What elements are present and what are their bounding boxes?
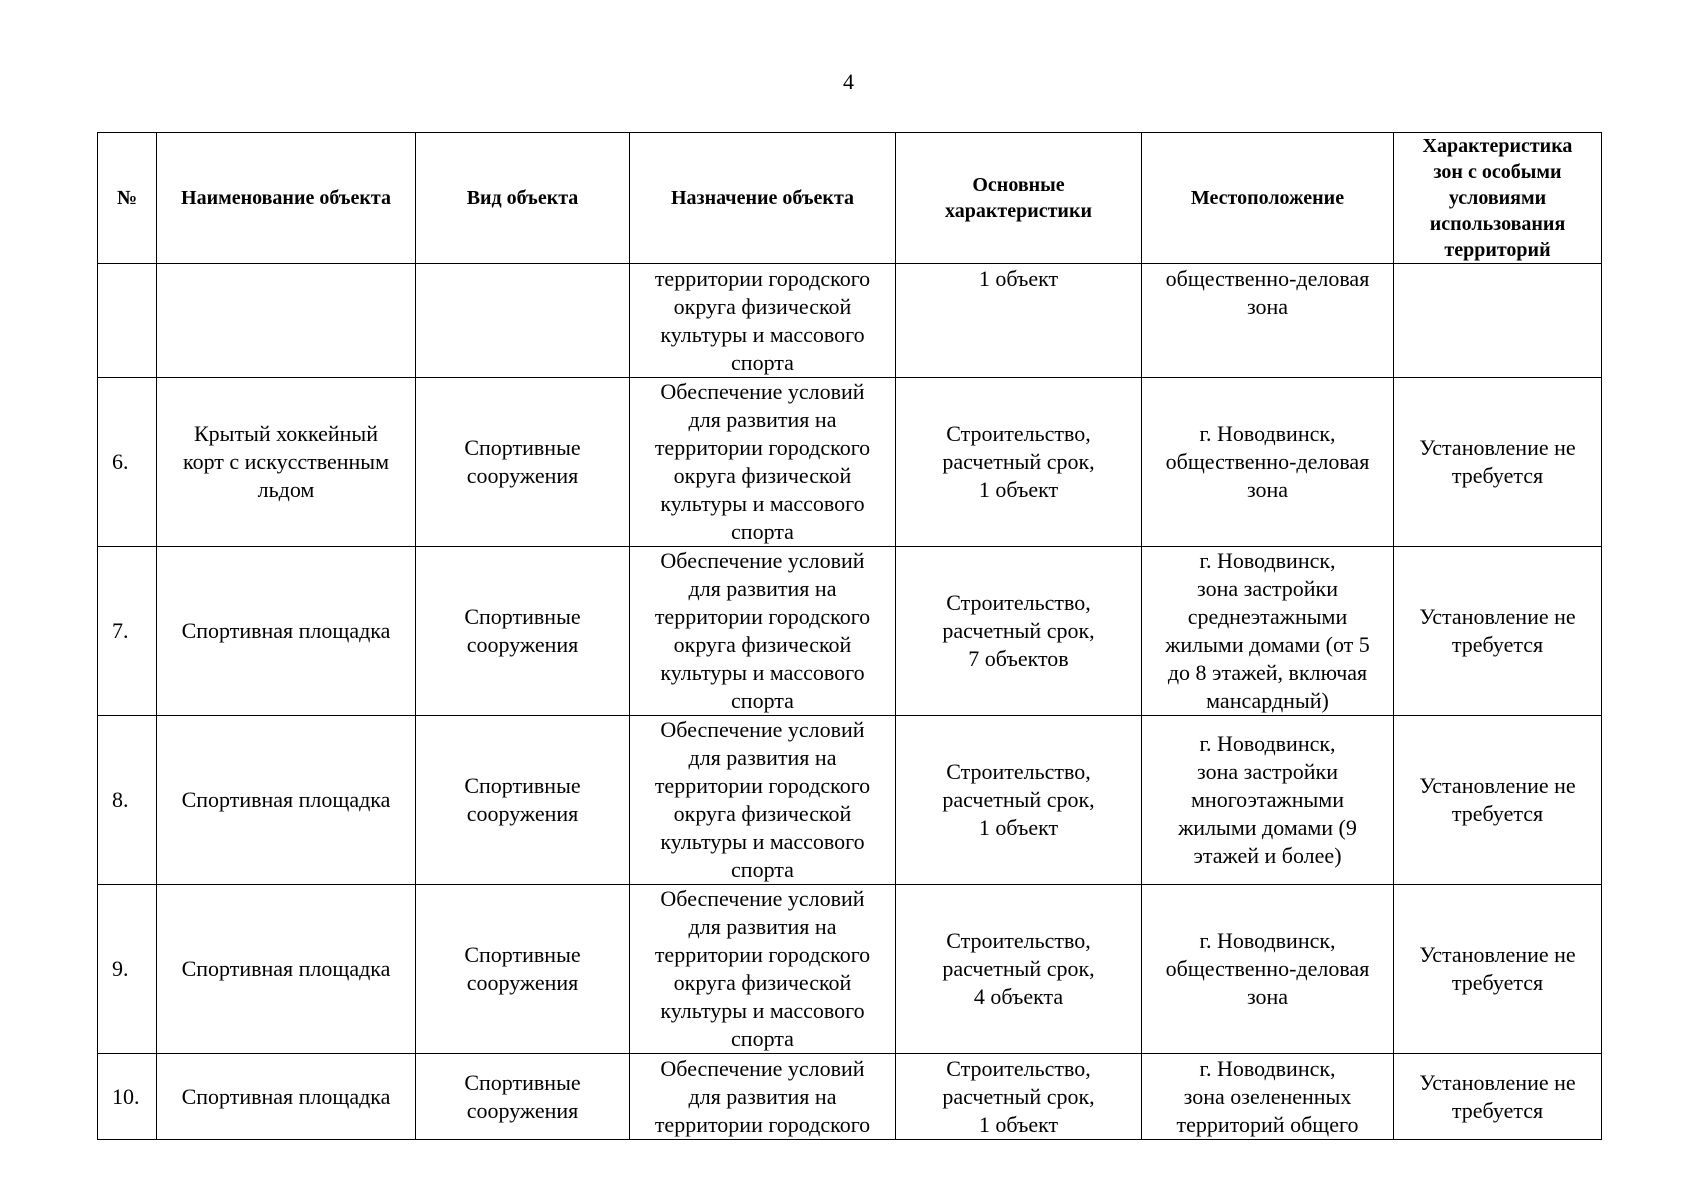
cell-characteristics: Строительство, расчетный срок, 4 объекта: [896, 885, 1142, 1054]
cell-num: 6.: [98, 378, 157, 547]
cell-purpose: Обеспечение условий для развития на территории городского округа физической культуры и массового спорта: [630, 716, 896, 885]
table-body: [98, 264, 1602, 1140]
cell-kind: [416, 264, 630, 378]
cell-zones: Установление не требуется: [1394, 547, 1602, 716]
cell-zones: Установление не требуется: [1394, 885, 1602, 1054]
header-num: №: [98, 133, 157, 264]
header-zones: Характеристика зон с особыми условиями использования территорий: [1394, 133, 1602, 264]
header-name: Наименование объекта: [157, 133, 416, 264]
cell-zones: [1394, 264, 1602, 378]
cell-characteristics: Строительство, расчетный срок, 1 объект: [896, 378, 1142, 547]
cell-kind: Спортивные сооружения: [416, 716, 630, 885]
cell-kind: Спортивные сооружения: [416, 885, 630, 1054]
cell-purpose: Обеспечение условий для развития на территории городского округа физической культуры и массового спорта: [630, 547, 896, 716]
cell-num: 10.: [98, 1054, 157, 1140]
cell-kind: Спортивные сооружения: [416, 378, 630, 547]
page-number: 4: [843, 69, 854, 94]
cell-num: [98, 264, 157, 378]
cell-location: г. Новодвинск, зона застройки многоэтажными жилыми домами (9 этажей и более): [1142, 716, 1394, 885]
cell-purpose: Обеспечение условий для развития на территории городского округа физической культуры и массового спорта: [630, 885, 896, 1054]
table-row: [98, 264, 1602, 378]
cell-name: Спортивная площадка: [157, 885, 416, 1054]
cell-num: 8.: [98, 716, 157, 885]
cell-num: 7.: [98, 547, 157, 716]
header-row: [98, 133, 1602, 264]
cell-kind: Спортивные сооружения: [416, 547, 630, 716]
table-row: [98, 1054, 1602, 1140]
cell-location: г. Новодвинск, общественно-деловая зона: [1142, 378, 1394, 547]
cell-num: 9.: [98, 885, 157, 1054]
cell-name: Спортивная площадка: [157, 547, 416, 716]
header-location: Местоположение: [1142, 133, 1394, 264]
cell-location: общественно-деловая зона: [1142, 264, 1394, 378]
cell-zones: Установление не требуется: [1394, 1054, 1602, 1140]
cell-location: г. Новодвинск, зона озелененных территорий общего: [1142, 1054, 1394, 1140]
cell-zones: Установление не требуется: [1394, 378, 1602, 547]
header-characteristics: Основные характеристики: [896, 133, 1142, 264]
cell-characteristics: Строительство, расчетный срок, 7 объектов: [896, 547, 1142, 716]
cell-characteristics: Строительство, расчетный срок, 1 объект: [896, 1054, 1142, 1140]
table-row: [98, 378, 1602, 547]
table-header: [98, 133, 1602, 264]
cell-name: Крытый хоккейный корт с искусственным льдом: [157, 378, 416, 547]
table-row: [98, 547, 1602, 716]
cell-location: г. Новодвинск, общественно-деловая зона: [1142, 885, 1394, 1054]
cell-purpose: территории городского округа физической культуры и массового спорта: [630, 264, 896, 378]
cell-name: Спортивная площадка: [157, 1054, 416, 1140]
objects-table: [97, 132, 1602, 1140]
header-purpose: Назначение объекта: [630, 133, 896, 264]
table-row: [98, 716, 1602, 885]
cell-purpose: Обеспечение условий для развития на территории городского: [630, 1054, 896, 1140]
cell-purpose: Обеспечение условий для развития на территории городского округа физической культуры и массового спорта: [630, 378, 896, 547]
cell-name: Спортивная площадка: [157, 716, 416, 885]
cell-name: [157, 264, 416, 378]
cell-zones: Установление не требуется: [1394, 716, 1602, 885]
cell-characteristics: 1 объект: [896, 264, 1142, 378]
cell-location: г. Новодвинск, зона застройки среднеэтажными жилыми домами (от 5 до 8 этажей, включая мансардный): [1142, 547, 1394, 716]
table-row: [98, 885, 1602, 1054]
header-kind: Вид объекта: [416, 133, 630, 264]
cell-characteristics: Строительство, расчетный срок, 1 объект: [896, 716, 1142, 885]
cell-kind: Спортивные сооружения: [416, 1054, 630, 1140]
